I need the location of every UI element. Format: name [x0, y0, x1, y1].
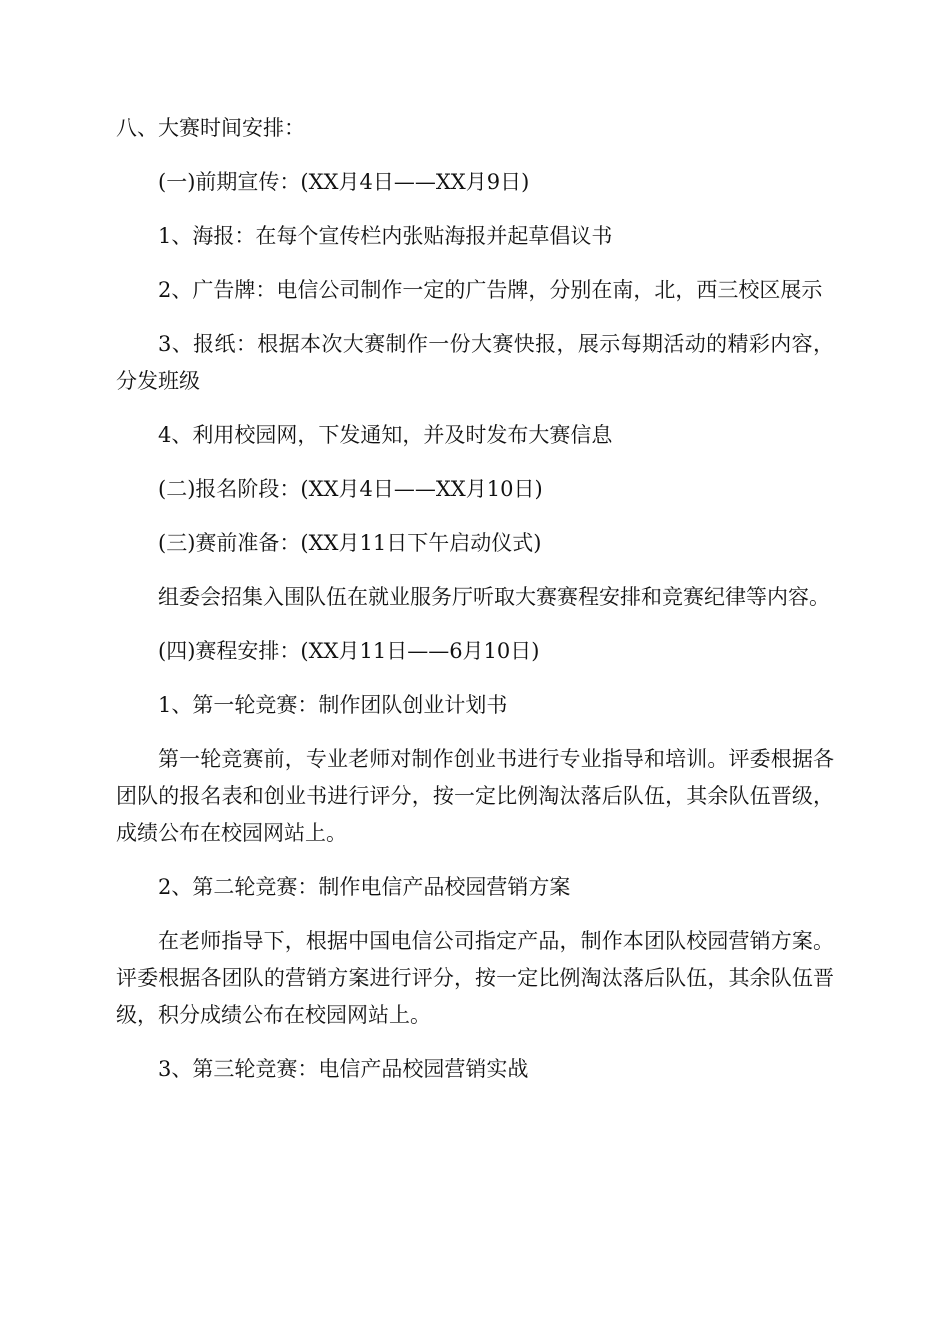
- paragraph-round-one-detail: 第一轮竞赛前，专业老师对制作创业书进行专业指导和培训。评委根据各团队的报名表和创业书进行评分，按一定比例淘汰落后队伍，其余队伍晋级，成绩公布在校园网站上。: [116, 747, 834, 845]
- paragraph-round-two-detail: 在老师指导下，根据中国电信公司指定产品，制作本团队校园营销方案。评委根据各团队的营销方案进行评分，按一定比例淘汰落后队伍，其余队伍晋级，积分成绩公布在校园网站上。: [116, 929, 834, 1027]
- item-newspaper: 3、报纸：根据本次大赛制作一份大赛快报，展示每期活动的精彩内容，分发班级: [116, 332, 834, 393]
- document-body: [116, 110, 834, 1088]
- subsection-registration: (二)报名阶段：(XX月4日——XX月10日): [158, 477, 543, 501]
- item-round-two: 2、第二轮竞赛：制作电信产品校园营销方案: [158, 875, 571, 899]
- subsection-preparation: (三)赛前准备：(XX月11日下午启动仪式): [158, 531, 542, 555]
- item-campus-network: 4、利用校园网，下发通知，并及时发布大赛信息: [158, 423, 613, 447]
- subsection-publicity: (一)前期宣传：(XX月4日——XX月9日): [158, 170, 530, 194]
- item-round-one: 1、第一轮竞赛：制作团队创业计划书: [158, 693, 508, 717]
- item-poster: 1、海报：在每个宣传栏内张贴海报并起草倡议书: [158, 224, 613, 248]
- item-round-three: 3、第三轮竞赛：电信产品校园营销实战: [158, 1057, 529, 1081]
- section-heading: 八、大赛时间安排：: [116, 116, 305, 140]
- item-billboard: 2、广告牌：电信公司制作一定的广告牌，分别在南，北，西三校区展示: [158, 278, 823, 302]
- paragraph-preparation-detail: 组委会招集入围队伍在就业服务厅听取大赛赛程安排和竞赛纪律等内容。: [158, 585, 830, 609]
- subsection-schedule: (四)赛程安排：(XX月11日——6月10日): [158, 639, 540, 663]
